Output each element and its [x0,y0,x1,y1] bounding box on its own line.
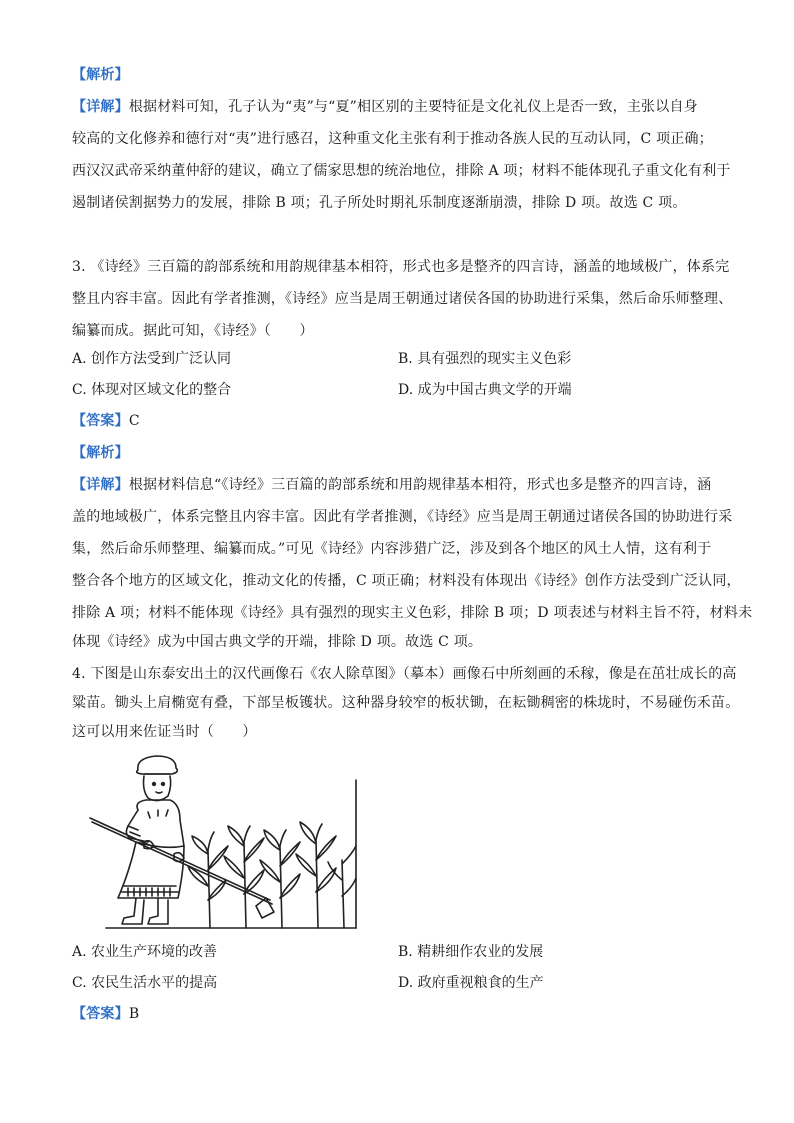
q3-detail-line-5: 排除 A 项；材料不能体现《诗经》具有强烈的现实主义色彩，排除 B 项；D 项表述与材料主旨不符，材料未 [72,605,753,621]
q3-detail-line-6: 体现《诗经》成为中国古典文学的开端，排除 D 项。故选 C 项。 [72,634,483,650]
q4-answer-value: B [128,1006,140,1022]
farmer-weeding-illustration [88,750,360,932]
q2-detail-line-3: 西汉汉武帝采纳董仲舒的建议，确立了儒家思想的统治地位，排除 A 项；材料不能体现孔子重文化有利于 [72,163,731,179]
q3-detail-line-4: 整合各个地方的区域文化，推动文化的传播，C 项正确；材料没有体现出《诗经》创作方法受到广泛认同， [72,573,741,589]
q3-analysis-tag: 【解析】 [72,445,129,461]
q4-option-a: A. 农业生产环境的改善 [72,944,218,960]
q3-detail-tag: 【详解】 [72,477,129,493]
q4-stem-line-3: 这可以用来佐证当时（ ） [72,724,257,740]
q3-option-b: B. 具有强烈的现实主义色彩 [398,351,572,367]
q3-stem-line-1: 3. 《诗经》三百篇的韵部系统和用韵规律基本相符，形式也多是整齐的四言诗，涵盖的地域极广，体系完 [72,259,730,275]
q4-stem-line-1: 4. 下图是山东泰安出土的汉代画像石《农人除草图》（摹本）画像石中所刻画的禾稼，像是在茁壮成长的高 [72,666,737,682]
q4-answer [72,1005,732,1023]
q4-option-d: D. 政府重视粮食的生产 [398,975,544,991]
q3-option-d: D. 成为中国古典文学的开端 [398,382,572,398]
q3-option-c: C. 体现对区域文化的整合 [72,382,232,398]
q4-option-b: B. 精耕细作农业的发展 [398,944,544,960]
q4-stem-line-2: 粱苗。锄头上肩椭宽有叠，下部呈板镬状。这种器身较窄的板状锄，在耘锄稠密的株垅时，不易碰伤禾苗。 [72,695,740,711]
q3-detail-line-3: 集，然后命乐师整理、编纂而成。”可见《诗经》内容涉猎广泛，涉及到各个地区的风土人情，这有利于 [72,541,712,557]
q3-detail-line-2: 盖的地域极广，体系完整且内容丰富。因此有学者推测，《诗经》应当是周王朝通过诸侯各国的协助进行采 [72,509,733,525]
q3-detail-line-1: 【详解】根据材料信息“《诗经》三百篇的韵部系统和用韵规律基本相符，形式也多是整齐的四言诗，涵 [72,477,712,493]
farmer-hat [137,756,178,774]
q4-answer-tag: 【答案】 [72,1006,129,1022]
q2-detail-line-2: 较高的文化修养和德行对“夷”进行感召，这种重文化主张有利于推动各族人民的互动认同，C 项正确； [72,131,713,147]
q2-analysis-tag: 【解析】 [72,67,129,83]
q3-option-a: A. 创作方法受到广泛认同 [72,351,232,367]
q3-answer [72,412,732,430]
q3-stem-line-2: 整且内容丰富。因此有学者推测，《诗经》应当是周王朝通过诸侯各国的协助进行采集，然后命乐师整理、 [72,291,733,307]
farmer-torso [137,800,184,846]
q3-stem-line-3: 编纂而成。据此可知，《诗经》（ ） [72,323,314,339]
q2-detail-line-1: 【详解】根据材料可知，孔子认为“夷”与“夏”相区别的主要特征是文化礼仪上是否一致，主张以自身 [72,99,698,115]
q3-answer-value: C [128,413,140,429]
q2-detail-tag: 【详解】 [72,99,129,115]
q4-option-c: C. 农民生活水平的提高 [72,975,218,991]
q2-detail-line-4: 遏制诸侯割据势力的发展，排除 B 项；孔子所处时期礼乐制度逐渐崩溃，排除 D 项。故选 C 项。 [72,195,687,211]
q3-answer-tag: 【答案】 [72,413,129,429]
